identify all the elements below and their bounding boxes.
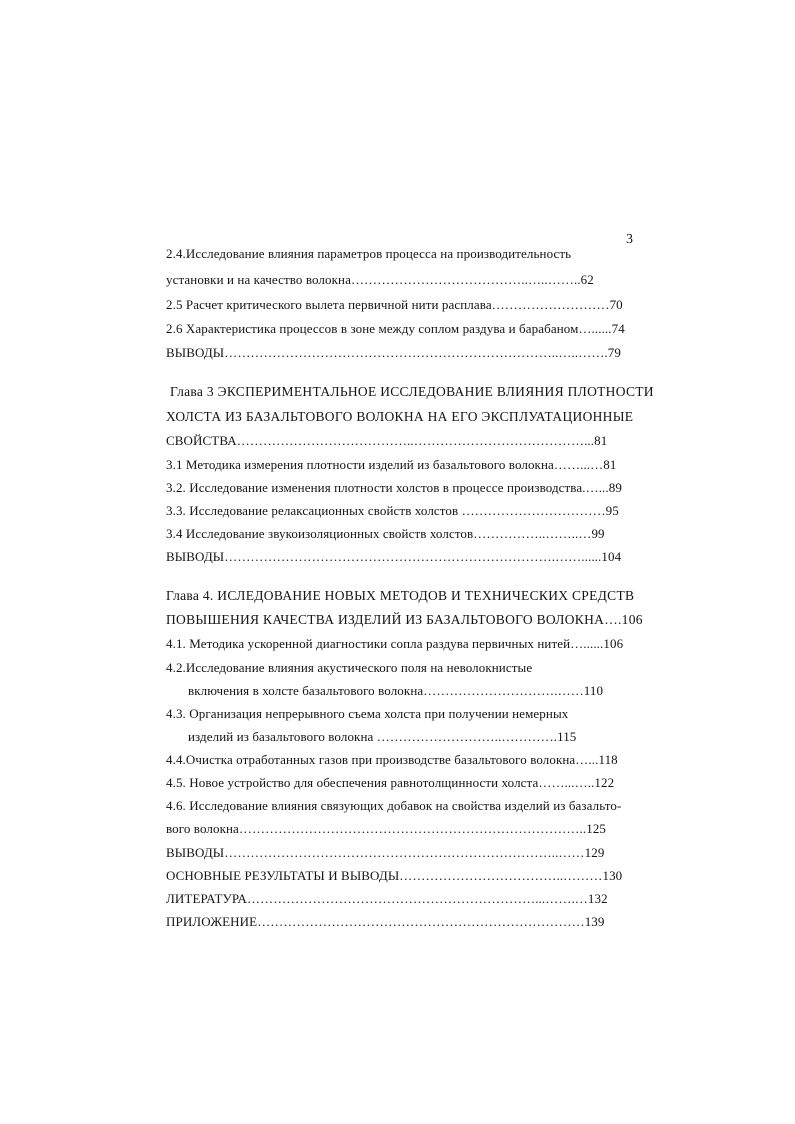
toc-chapter-3-title: Глава 3 ЭКСПЕРИМЕНТАЛЬНОЕ ИССЛЕДОВАНИЕ ВЛИЯНИЯ ПЛОТНОСТИ xyxy=(170,384,654,399)
toc-entry-4-3-cont: изделий из базальтового волокна ………………………..………….115 xyxy=(188,729,577,744)
toc-entry-3-4: 3.4 Исследование звукоизоляционных свойств холстов……………..……..…99 xyxy=(166,526,605,541)
toc-entry-conclusions-4: ВЫВОДЫ…………………………………………………………………..……129 xyxy=(166,845,605,860)
toc-entry-3-3: 3.3. Исследование релаксационных свойств холстов ……………………………95 xyxy=(166,503,619,518)
toc-entry-2-4-cont: установки и на качество волокна…………………………………..…..……..62 xyxy=(166,272,594,287)
toc-entry-3-1: 3.1 Методика измерения плотности изделий из базальтового волокна……...…81 xyxy=(166,457,617,472)
page-number: 3 xyxy=(626,232,633,247)
toc-entry-4-1: 4.1. Методика ускоренной диагностики сопла раздува первичных нитей…......106 xyxy=(166,636,624,651)
toc-entry-4-2: 4.2.Исследование влияния акустического поля на неволокнистые xyxy=(166,660,533,675)
toc-chapter-4-title: Глава 4. ИСЛЕДОВАНИЕ НОВЫХ МЕТОДОВ И ТЕХНИЧЕСКИХ СРЕДСТВ xyxy=(166,588,635,603)
toc-entry-4-4: 4.4.Очистка отработанных газов при производстве базальтового волокна…...118 xyxy=(166,752,618,767)
toc-entry-2-5: 2.5 Расчет критического вылета первичной нити расплава………………………70 xyxy=(166,297,623,312)
toc-entry-3-2: 3.2. Исследование изменения плотности холстов в процессе производства.…...89 xyxy=(166,480,622,495)
toc-entry-conclusions-2: ВЫВОДЫ…………………………………………………………………..…..…….79 xyxy=(166,345,621,360)
toc-entry-main-results: ОСНОВНЫЕ РЕЗУЛЬТАТЫ И ВЫВОДЫ………………………………..………130 xyxy=(166,868,623,883)
toc-entry-4-6-cont: вого волокна……………………………………………………………………..125 xyxy=(166,821,607,836)
toc-chapter-4-title-cont: ПОВЫШЕНИЯ КАЧЕСТВА ИЗДЕЛИЙ ИЗ БАЗАЛЬТОВОГО ВОЛОКНА….106 xyxy=(166,612,643,627)
toc-entry-2-6: 2.6 Характеристика процессов в зоне между соплом раздува и барабаном…......74 xyxy=(166,321,625,336)
toc-entry-literature: ЛИТЕРАТУРА…………………………………………………………...…….…132 xyxy=(166,891,608,906)
toc-entry-4-6: 4.6. Исследование влияния связующих добавок на свойства изделий из базальто- xyxy=(166,798,622,813)
toc-entry-4-3: 4.3. Организация непрерывного съема холста при получении немерных xyxy=(166,706,569,721)
toc-entry-4-2-cont: включения в холсте базальтового волокна………………………….……110 xyxy=(188,683,604,698)
toc-chapter-3-title-cont: ХОЛСТА ИЗ БАЗАЛЬТОВОГО ВОЛОКНА НА ЕГО ЭКСПЛУАТАЦИОННЫЕ xyxy=(166,409,634,424)
toc-entry-2-4: 2.4.Исследование влияния параметров процесса на производительность xyxy=(166,246,572,261)
toc-entry-appendix: ПРИЛОЖЕНИЕ…………………………………………………………………139 xyxy=(166,914,605,929)
toc-entry-conclusions-3: ВЫВОДЫ………………………………………………………………….……......104 xyxy=(166,549,622,564)
toc-chapter-3-title-end: СВОЙСТВА…………………………………..…………………………………...81 xyxy=(166,433,608,448)
toc-entry-4-5: 4.5. Новое устройство для обеспечения равнотолщинности холста……...…..122 xyxy=(166,775,615,790)
